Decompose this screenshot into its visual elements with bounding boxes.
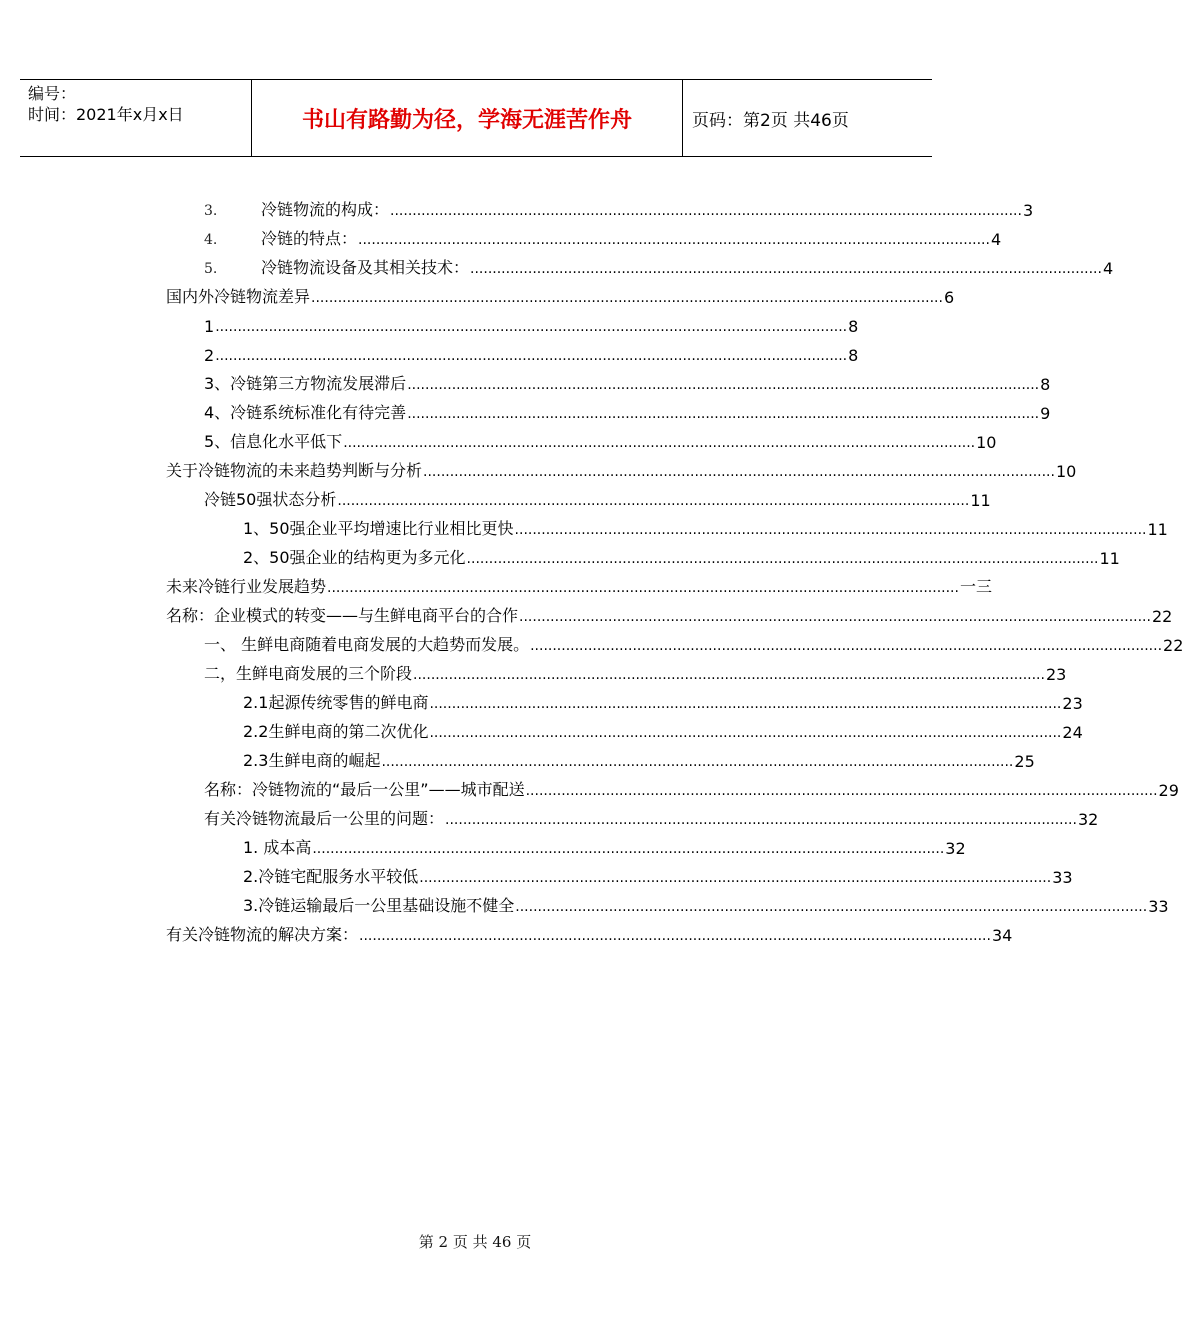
toc-leader-dots: .............................................................................................................................................. <box>358 232 990 248</box>
toc-entry-page: 3 <box>1022 201 1034 220</box>
toc-entry-page: 23 <box>1045 665 1067 684</box>
toc-leader-dots: .............................................................................................................................................. <box>413 667 1045 683</box>
toc-entry-title: 冷链物流设备及其相关技术： <box>261 258 470 277</box>
toc-entry-title: 2、50强企业的结构更为多元化 <box>243 548 466 567</box>
toc-entry-number: 4. <box>204 232 218 248</box>
toc-entry-title: 2.3生鲜电商的崛起 <box>243 751 381 770</box>
toc-leader-dots: .............................................................................................................................................. <box>525 783 1158 799</box>
toc-entry-title: 2.冷链宅配服务水平较低 <box>243 867 419 886</box>
toc-entry-title: 未来冷链行业发展趋势 <box>166 577 327 596</box>
header-page-code: 页码：第2页 共46页 <box>692 110 849 131</box>
toc-entry[interactable] <box>204 660 1067 684</box>
toc-entry-page: 22 <box>1151 607 1173 626</box>
toc-entry[interactable] <box>243 892 1169 916</box>
toc-entry-title: 名称：冷链物流的“最后一公里”——城市配送 <box>204 780 525 799</box>
toc-entry-title: 2.2生鲜电商的第二次优化 <box>243 722 429 741</box>
toc-entry-title: 名称：企业模式的转变——与生鲜电商平台的合作 <box>166 606 519 625</box>
toc-leader-dots: .............................................................................................................................................. <box>429 696 1062 712</box>
toc-entry-title: 有关冷链物流的解决方案： <box>166 925 359 944</box>
toc-entry[interactable] <box>243 544 1120 568</box>
page-header <box>20 79 932 157</box>
toc-entry-page: 一三 <box>959 577 992 596</box>
toc-entry-page: 8 <box>848 317 859 336</box>
toc-entry-page: 9 <box>1040 404 1051 423</box>
toc-entry-page: 10 <box>1055 462 1077 481</box>
toc-entry[interactable] <box>166 283 955 307</box>
toc-entry-page: 11 <box>1147 520 1168 539</box>
toc-entry-page: 23 <box>1062 694 1083 713</box>
toc-leader-dots: .............................................................................................................................................. <box>530 638 1163 654</box>
toc-entry-title: 2 <box>204 346 215 365</box>
toc-leader-dots: .............................................................................................................................................. <box>311 290 943 306</box>
toc-entry[interactable] <box>166 921 1013 945</box>
toc-leader-dots: .............................................................................................................................................. <box>215 348 848 364</box>
toc-entry-page: 4 <box>990 230 1002 249</box>
toc-entry-title: 有关冷链物流最后一公里的问题： <box>204 809 445 828</box>
toc-entry-page: 6 <box>943 288 955 307</box>
toc-entry-page: 10 <box>976 433 997 452</box>
toc-entry[interactable] <box>204 776 1179 800</box>
toc-entry-page: 24 <box>1062 723 1083 742</box>
toc-entry[interactable] <box>166 573 992 597</box>
toc-entry-page: 33 <box>1148 897 1169 916</box>
toc-leader-dots: .............................................................................................................................................. <box>423 464 1055 480</box>
toc-leader-dots: .............................................................................................................................................. <box>470 261 1102 277</box>
toc-leader-dots: .............................................................................................................................................. <box>312 841 945 857</box>
header-divider <box>682 80 683 156</box>
toc-leader-dots: .............................................................................................................................................. <box>337 493 970 509</box>
toc-entry-title: 冷链50强状态分析 <box>204 490 337 509</box>
toc-entry-title: 国内外冷链物流差异 <box>166 287 311 306</box>
toc-entry-title: 3.冷链运输最后一公里基础设施不健全 <box>243 896 515 915</box>
toc-leader-dots: .............................................................................................................................................. <box>514 522 1147 538</box>
toc-entry-page: 22 <box>1163 636 1183 655</box>
toc-entry-title: 1、50强企业平均增速比行业相比更快 <box>243 519 514 538</box>
toc-entry[interactable] <box>204 631 1183 655</box>
toc-entry[interactable] <box>204 428 997 452</box>
toc-entry-title: 二，生鲜电商发展的三个阶段 <box>204 664 413 683</box>
toc-leader-dots: .............................................................................................................................................. <box>381 754 1014 770</box>
header-meta <box>28 83 184 125</box>
toc-entry-title: 5、信息化水平低下 <box>204 432 343 451</box>
toc-entry[interactable] <box>204 196 1034 220</box>
toc-entry-page: 25 <box>1014 752 1035 771</box>
toc-leader-dots: .............................................................................................................................................. <box>215 319 848 335</box>
toc-entry[interactable] <box>166 602 1173 626</box>
toc-entry[interactable] <box>204 254 1114 278</box>
toc-entry-page: 29 <box>1158 781 1179 800</box>
toc-entry[interactable] <box>204 225 1002 249</box>
toc-entry-page: 11 <box>970 491 991 510</box>
toc-entry-number: 3. <box>204 203 218 219</box>
toc-entry-title: 关于冷链物流的未来趋势判断与分析 <box>166 461 423 480</box>
toc-leader-dots: .............................................................................................................................................. <box>519 609 1151 625</box>
toc-leader-dots: .............................................................................................................................................. <box>429 725 1062 741</box>
toc-entry-title: 4、冷链系统标准化有待完善 <box>204 403 407 422</box>
header-motto: 书山有路勤为径，学海无涯苦作舟 <box>301 107 632 133</box>
toc-leader-dots: .............................................................................................................................................. <box>390 203 1022 219</box>
toc-entry[interactable] <box>166 457 1077 481</box>
toc-entry-title: 2.1起源传统零售的鲜电商 <box>243 693 429 712</box>
time-label: 时间：2021年x月x日 <box>28 105 184 124</box>
toc-leader-dots: .............................................................................................................................................. <box>515 899 1148 915</box>
toc-entry-title: 3、冷链第三方物流发展滞后 <box>204 374 407 393</box>
toc-entry[interactable] <box>204 805 1099 829</box>
toc-entry[interactable] <box>204 312 859 336</box>
toc-entry-title: 1. 成本高 <box>243 838 312 857</box>
toc-entry-title: 1 <box>204 317 215 336</box>
toc-leader-dots: .............................................................................................................................................. <box>359 928 991 944</box>
toc-entry[interactable] <box>243 718 1083 742</box>
toc-entry-title: 冷链物流的构成： <box>261 200 390 219</box>
serial-label: 编号： <box>28 84 77 103</box>
toc-entry[interactable] <box>243 747 1035 771</box>
toc-entry-page: 32 <box>1077 810 1099 829</box>
toc-leader-dots: .............................................................................................................................................. <box>407 377 1040 393</box>
toc-entry-page: 11 <box>1099 549 1120 568</box>
toc-entry-number: 5. <box>204 261 218 277</box>
toc-leader-dots: .............................................................................................................................................. <box>466 551 1099 567</box>
toc-leader-dots: .............................................................................................................................................. <box>343 435 976 451</box>
toc-entry[interactable] <box>243 689 1083 713</box>
toc-entry[interactable] <box>204 486 991 510</box>
toc-entry[interactable] <box>204 370 1051 394</box>
toc-entry-page: 4 <box>1102 259 1114 278</box>
toc-entry[interactable] <box>243 515 1168 539</box>
toc-entry-page: 32 <box>945 839 966 858</box>
toc-entry[interactable] <box>204 341 859 365</box>
toc-entry-title: 一、 生鲜电商随着电商发展的大趋势而发展。 <box>204 635 530 654</box>
toc-entry-page: 34 <box>991 926 1013 945</box>
toc-entry[interactable] <box>243 863 1073 887</box>
toc-entry-page: 33 <box>1052 868 1073 887</box>
toc-entry-page: 8 <box>1040 375 1051 394</box>
toc-leader-dots: .............................................................................................................................................. <box>327 580 959 596</box>
toc-entry-title: 冷链的特点： <box>261 229 358 248</box>
toc-entry[interactable] <box>243 834 966 858</box>
toc-leader-dots: .............................................................................................................................................. <box>419 870 1052 886</box>
toc-leader-dots: .............................................................................................................................................. <box>445 812 1077 828</box>
page-footer: 第 2 页 共 46 页 <box>418 1233 532 1251</box>
toc-leader-dots: .............................................................................................................................................. <box>407 406 1040 422</box>
toc-entry-page: 8 <box>848 346 859 365</box>
toc-entry[interactable] <box>204 399 1051 423</box>
